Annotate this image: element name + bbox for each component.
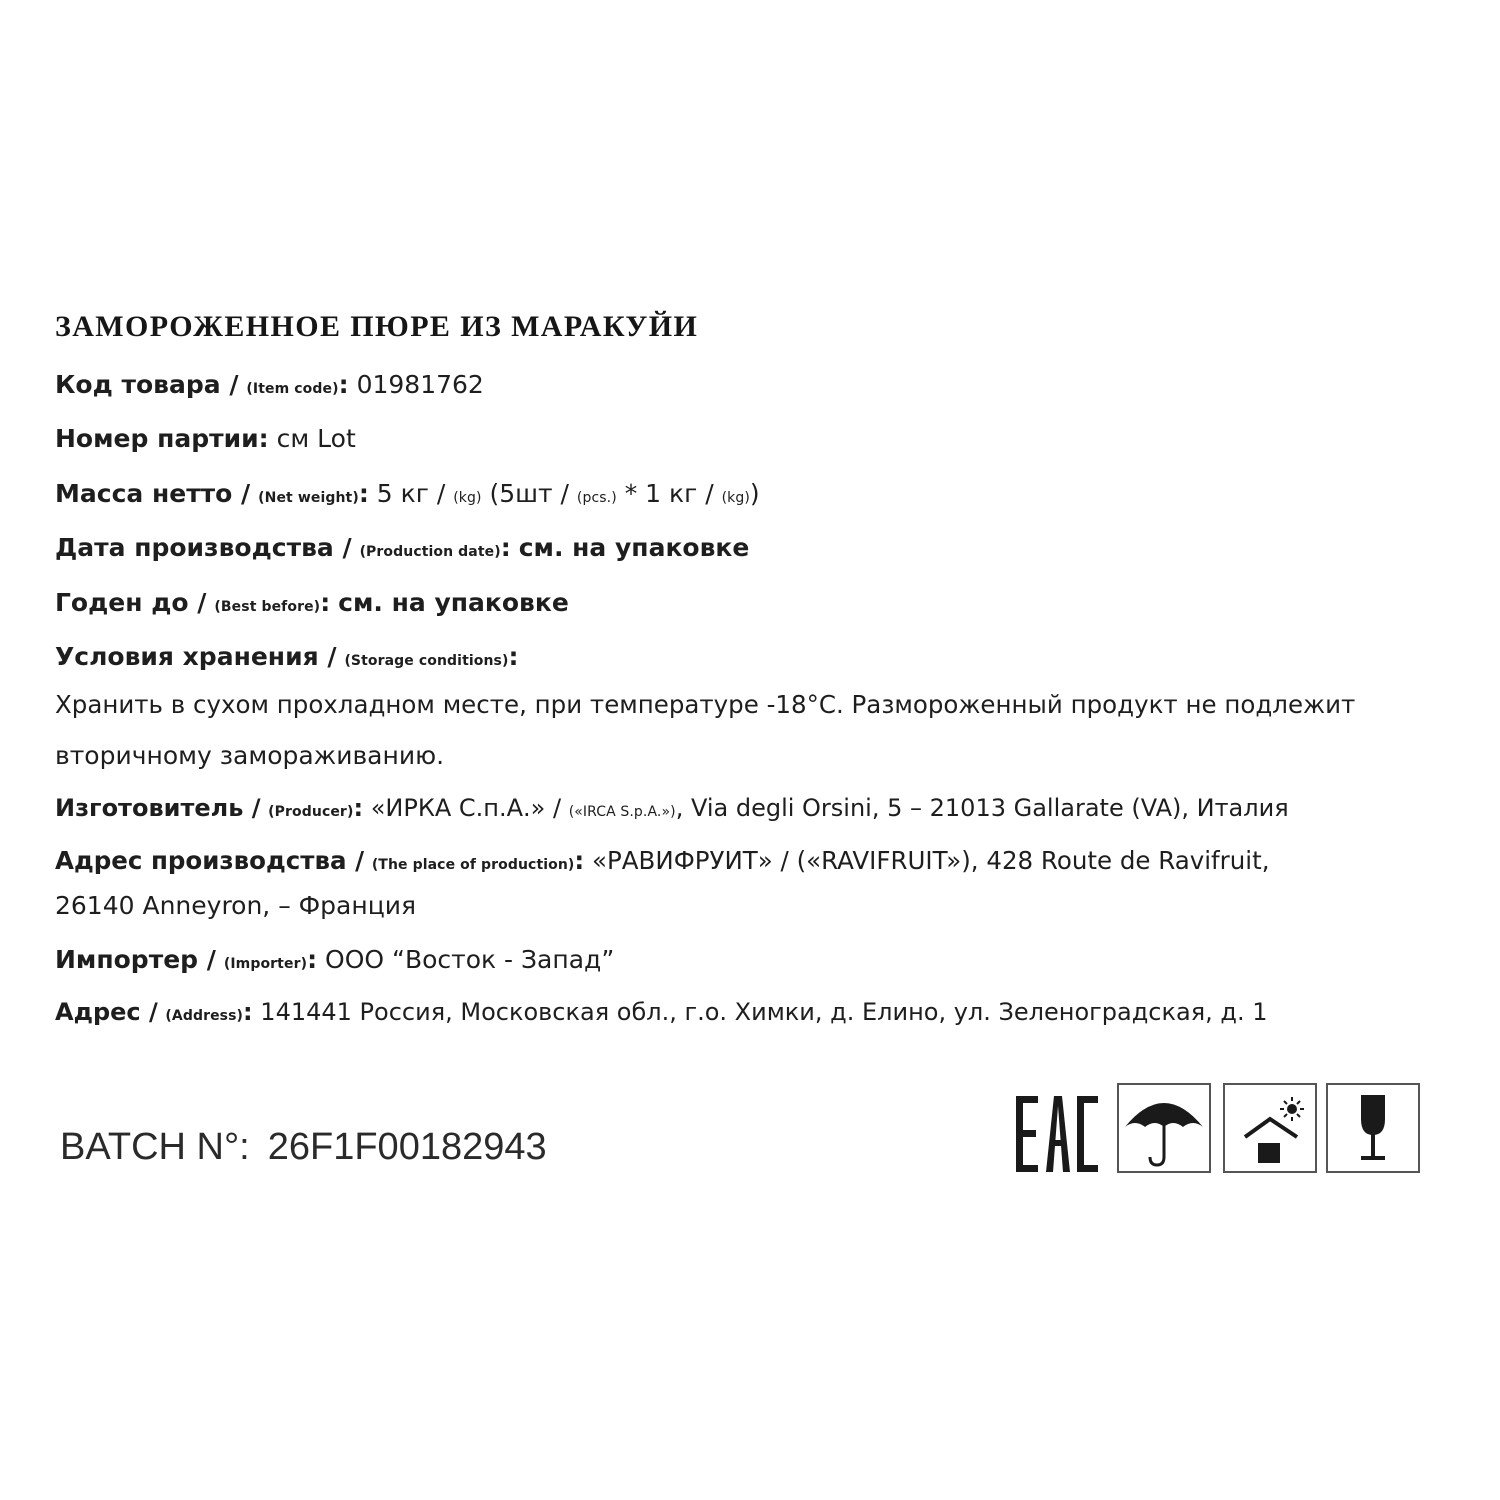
storage-label-en: (Storage conditions) xyxy=(344,653,509,669)
best-before-sep: : xyxy=(320,588,331,617)
address-label: Адрес / xyxy=(55,998,158,1026)
lot-value: см Lot xyxy=(276,424,356,453)
production-place-label-en: (The place of production) xyxy=(371,857,575,873)
producer-name-ru: «ИРКА С.п.А.» / xyxy=(370,794,562,822)
batch-number xyxy=(60,1126,547,1169)
storage-label: Условия хранения / xyxy=(55,642,337,671)
net-weight-label: Масса нетто / xyxy=(55,479,251,508)
net-weight-u1: (kg) xyxy=(453,490,482,506)
importer-label: Импортер / xyxy=(55,945,216,974)
production-place-line1: «РАВИФРУИТ» / («RAVIFRUIT»), 428 Route de Ravifruit, xyxy=(592,846,1270,875)
lot-label: Номер партии: xyxy=(55,424,269,453)
eac-mark-icon xyxy=(1016,1096,1098,1172)
production-place-line xyxy=(55,845,1269,881)
net-weight-line xyxy=(55,478,760,514)
net-weight-sep: : xyxy=(358,479,369,508)
wine-glass-icon xyxy=(1328,1085,1418,1171)
net-weight-u3: (kg) xyxy=(721,490,750,506)
production-date-value: см. на упаковке xyxy=(518,533,750,562)
production-date-line xyxy=(55,532,749,568)
producer-name-en: («IRCA S.p.A.») xyxy=(568,804,676,820)
net-weight-label-en: (Net weight) xyxy=(258,490,359,506)
net-weight-v1: 5 кг / xyxy=(376,479,446,508)
net-weight-v2: (5шт / xyxy=(489,479,569,508)
best-before-value: см. на упаковке xyxy=(338,588,569,617)
fragile-symbol xyxy=(1326,1083,1420,1173)
best-before-line xyxy=(55,587,569,623)
best-before-label: Годен до / xyxy=(55,588,207,617)
producer-line xyxy=(55,792,1289,828)
address-value: 141441 Россия, Московская обл., г.о. Химки, д. Елино, ул. Зеленоградская, д. 1 xyxy=(260,998,1268,1026)
best-before-label-en: (Best before) xyxy=(214,599,321,615)
production-date-sep: : xyxy=(500,533,511,562)
batch-label: BATCH N°: xyxy=(60,1126,250,1168)
production-place-line-2: 26140 Anneyron, – Франция xyxy=(55,891,417,920)
item-code-sep: : xyxy=(338,370,349,399)
importer-sep: : xyxy=(307,945,318,974)
address-sep: : xyxy=(243,998,253,1026)
production-date-label: Дата производства / xyxy=(55,533,352,562)
item-code-line xyxy=(55,369,484,405)
storage-line xyxy=(55,641,518,677)
production-date-label-en: (Production date) xyxy=(359,544,501,560)
house-sun-icon xyxy=(1225,1085,1315,1171)
umbrella-icon xyxy=(1119,1085,1209,1171)
net-weight-v4: ) xyxy=(749,479,760,508)
producer-address: , Via degli Orsini, 5 – 21013 Gallarate (VA), Италия xyxy=(675,794,1289,822)
address-line xyxy=(55,996,1268,1032)
net-weight-u2: (pcs.) xyxy=(576,490,617,506)
batch-value: 26F1F00182943 xyxy=(267,1126,547,1168)
storage-text-line-1: Хранить в сухом прохладном месте, при температуре -18°С. Размороженный продукт не подлежит xyxy=(55,690,1356,719)
importer-label-en: (Importer) xyxy=(223,956,308,972)
storage-sep: : xyxy=(508,642,519,671)
item-code-label: Код товара / xyxy=(55,370,239,399)
storage-text-line-2: вторичному замораживанию. xyxy=(55,741,445,770)
address-label-en: (Address) xyxy=(165,1008,244,1024)
item-code-value: 01981762 xyxy=(356,370,484,399)
lot-line xyxy=(55,423,356,455)
production-place-sep: : xyxy=(574,846,585,875)
keep-from-sun-symbol xyxy=(1223,1083,1317,1173)
item-code-label-en: (Item code) xyxy=(246,381,339,397)
importer-value: ООО “Восток - Запад” xyxy=(325,945,615,974)
net-weight-v3: * 1 кг / xyxy=(624,479,714,508)
producer-label: Изготовитель / xyxy=(55,794,261,822)
keep-dry-symbol xyxy=(1117,1083,1211,1173)
producer-label-en: (Producer) xyxy=(268,804,354,820)
importer-line xyxy=(55,944,614,980)
product-title: ЗАМОРОЖЕННОЕ ПЮРЕ ИЗ МАРАКУЙИ xyxy=(55,310,699,343)
producer-sep: : xyxy=(353,794,364,822)
production-place-label: Адрес производства / xyxy=(55,846,365,875)
